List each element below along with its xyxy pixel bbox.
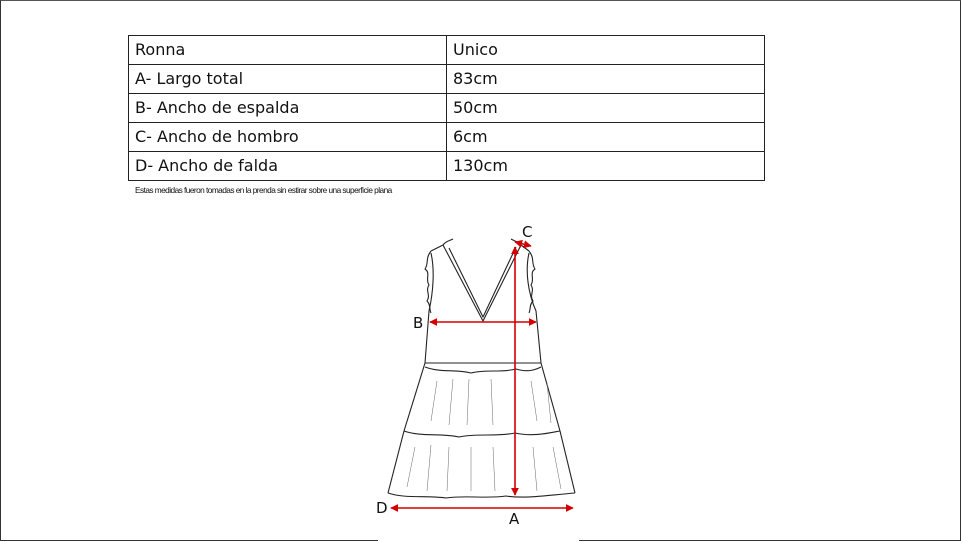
table-cell: 130cm bbox=[447, 152, 765, 181]
table-row bbox=[129, 36, 765, 65]
table-row bbox=[129, 123, 765, 152]
label-a: A bbox=[509, 510, 520, 528]
dress-diagram bbox=[378, 211, 579, 542]
table-row bbox=[129, 94, 765, 123]
arrow-c bbox=[515, 242, 531, 246]
dress-illustration bbox=[378, 211, 579, 542]
table-cell: Unico bbox=[447, 36, 765, 65]
table-cell: B- Ancho de espalda bbox=[129, 94, 447, 123]
table-cell: D- Ancho de falda bbox=[129, 152, 447, 181]
table-cell: A- Largo total bbox=[129, 65, 447, 94]
size-table bbox=[128, 35, 765, 181]
label-b: B bbox=[413, 314, 424, 332]
table-cell: 50cm bbox=[447, 94, 765, 123]
table-cell: C- Ancho de hombro bbox=[129, 123, 447, 152]
table-row bbox=[129, 65, 765, 94]
measurement-arrows bbox=[391, 242, 573, 508]
measurement-note: Estas medidas fueron tomadas en la prenda sin estirar sobre una superficie plana bbox=[135, 185, 392, 195]
table-cell: 6cm bbox=[447, 123, 765, 152]
table-cell: 83cm bbox=[447, 65, 765, 94]
dress-outline bbox=[388, 239, 575, 498]
label-d: D bbox=[376, 499, 388, 517]
label-c: C bbox=[522, 223, 533, 241]
table-row bbox=[129, 152, 765, 181]
table-cell: Ronna bbox=[129, 36, 447, 65]
